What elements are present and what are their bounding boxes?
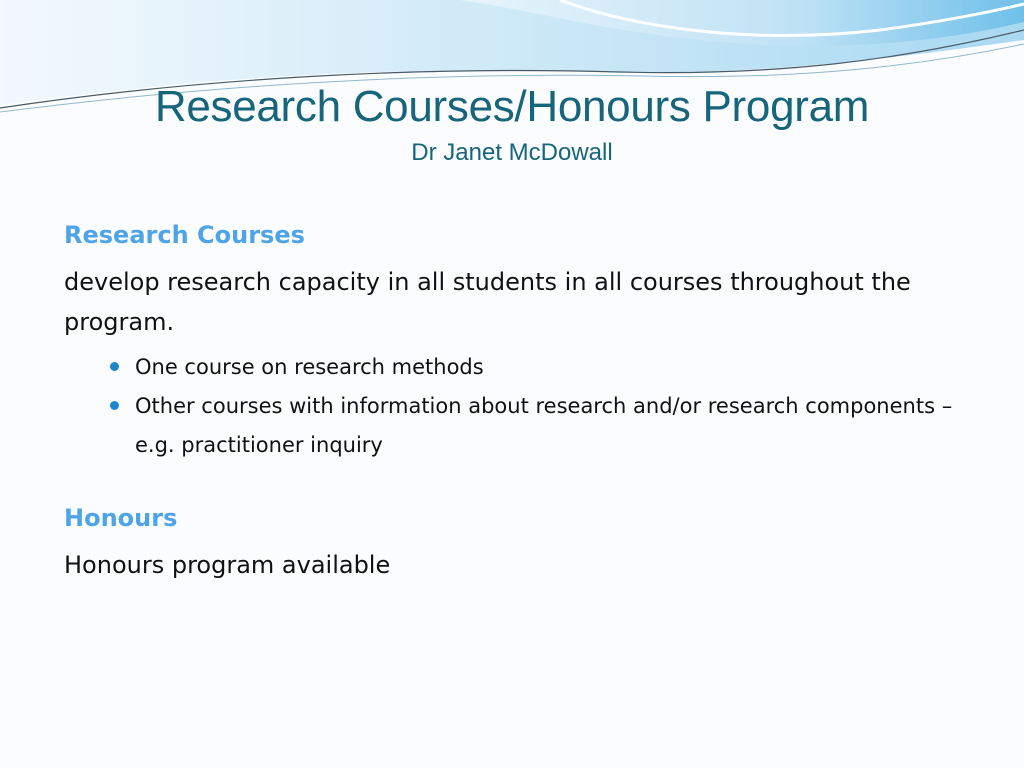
research-courses-heading: Research Courses — [64, 221, 305, 249]
honours-description: Honours program available — [64, 551, 391, 579]
research-courses-description: develop research capacity in all students in all courses throughout the program. — [64, 268, 911, 336]
bullet-item — [110, 387, 964, 465]
slide-title: Research Courses/Honours Program — [154, 82, 870, 131]
bullet-text: One course on research methods — [135, 355, 484, 379]
bullet-text: Other courses with information about research and/or research components – e.g. practitioner inquiry — [135, 394, 953, 457]
slide-content — [64, 220, 964, 585]
bullet-item — [110, 348, 964, 387]
bullet-dot-icon — [110, 362, 119, 371]
bullet-dot-icon — [110, 401, 119, 410]
research-courses-bullet-list — [64, 348, 964, 465]
honours-heading: Honours — [64, 504, 178, 532]
title-block — [0, 80, 1024, 168]
slide-subtitle: Dr Janet McDowall — [411, 139, 613, 166]
